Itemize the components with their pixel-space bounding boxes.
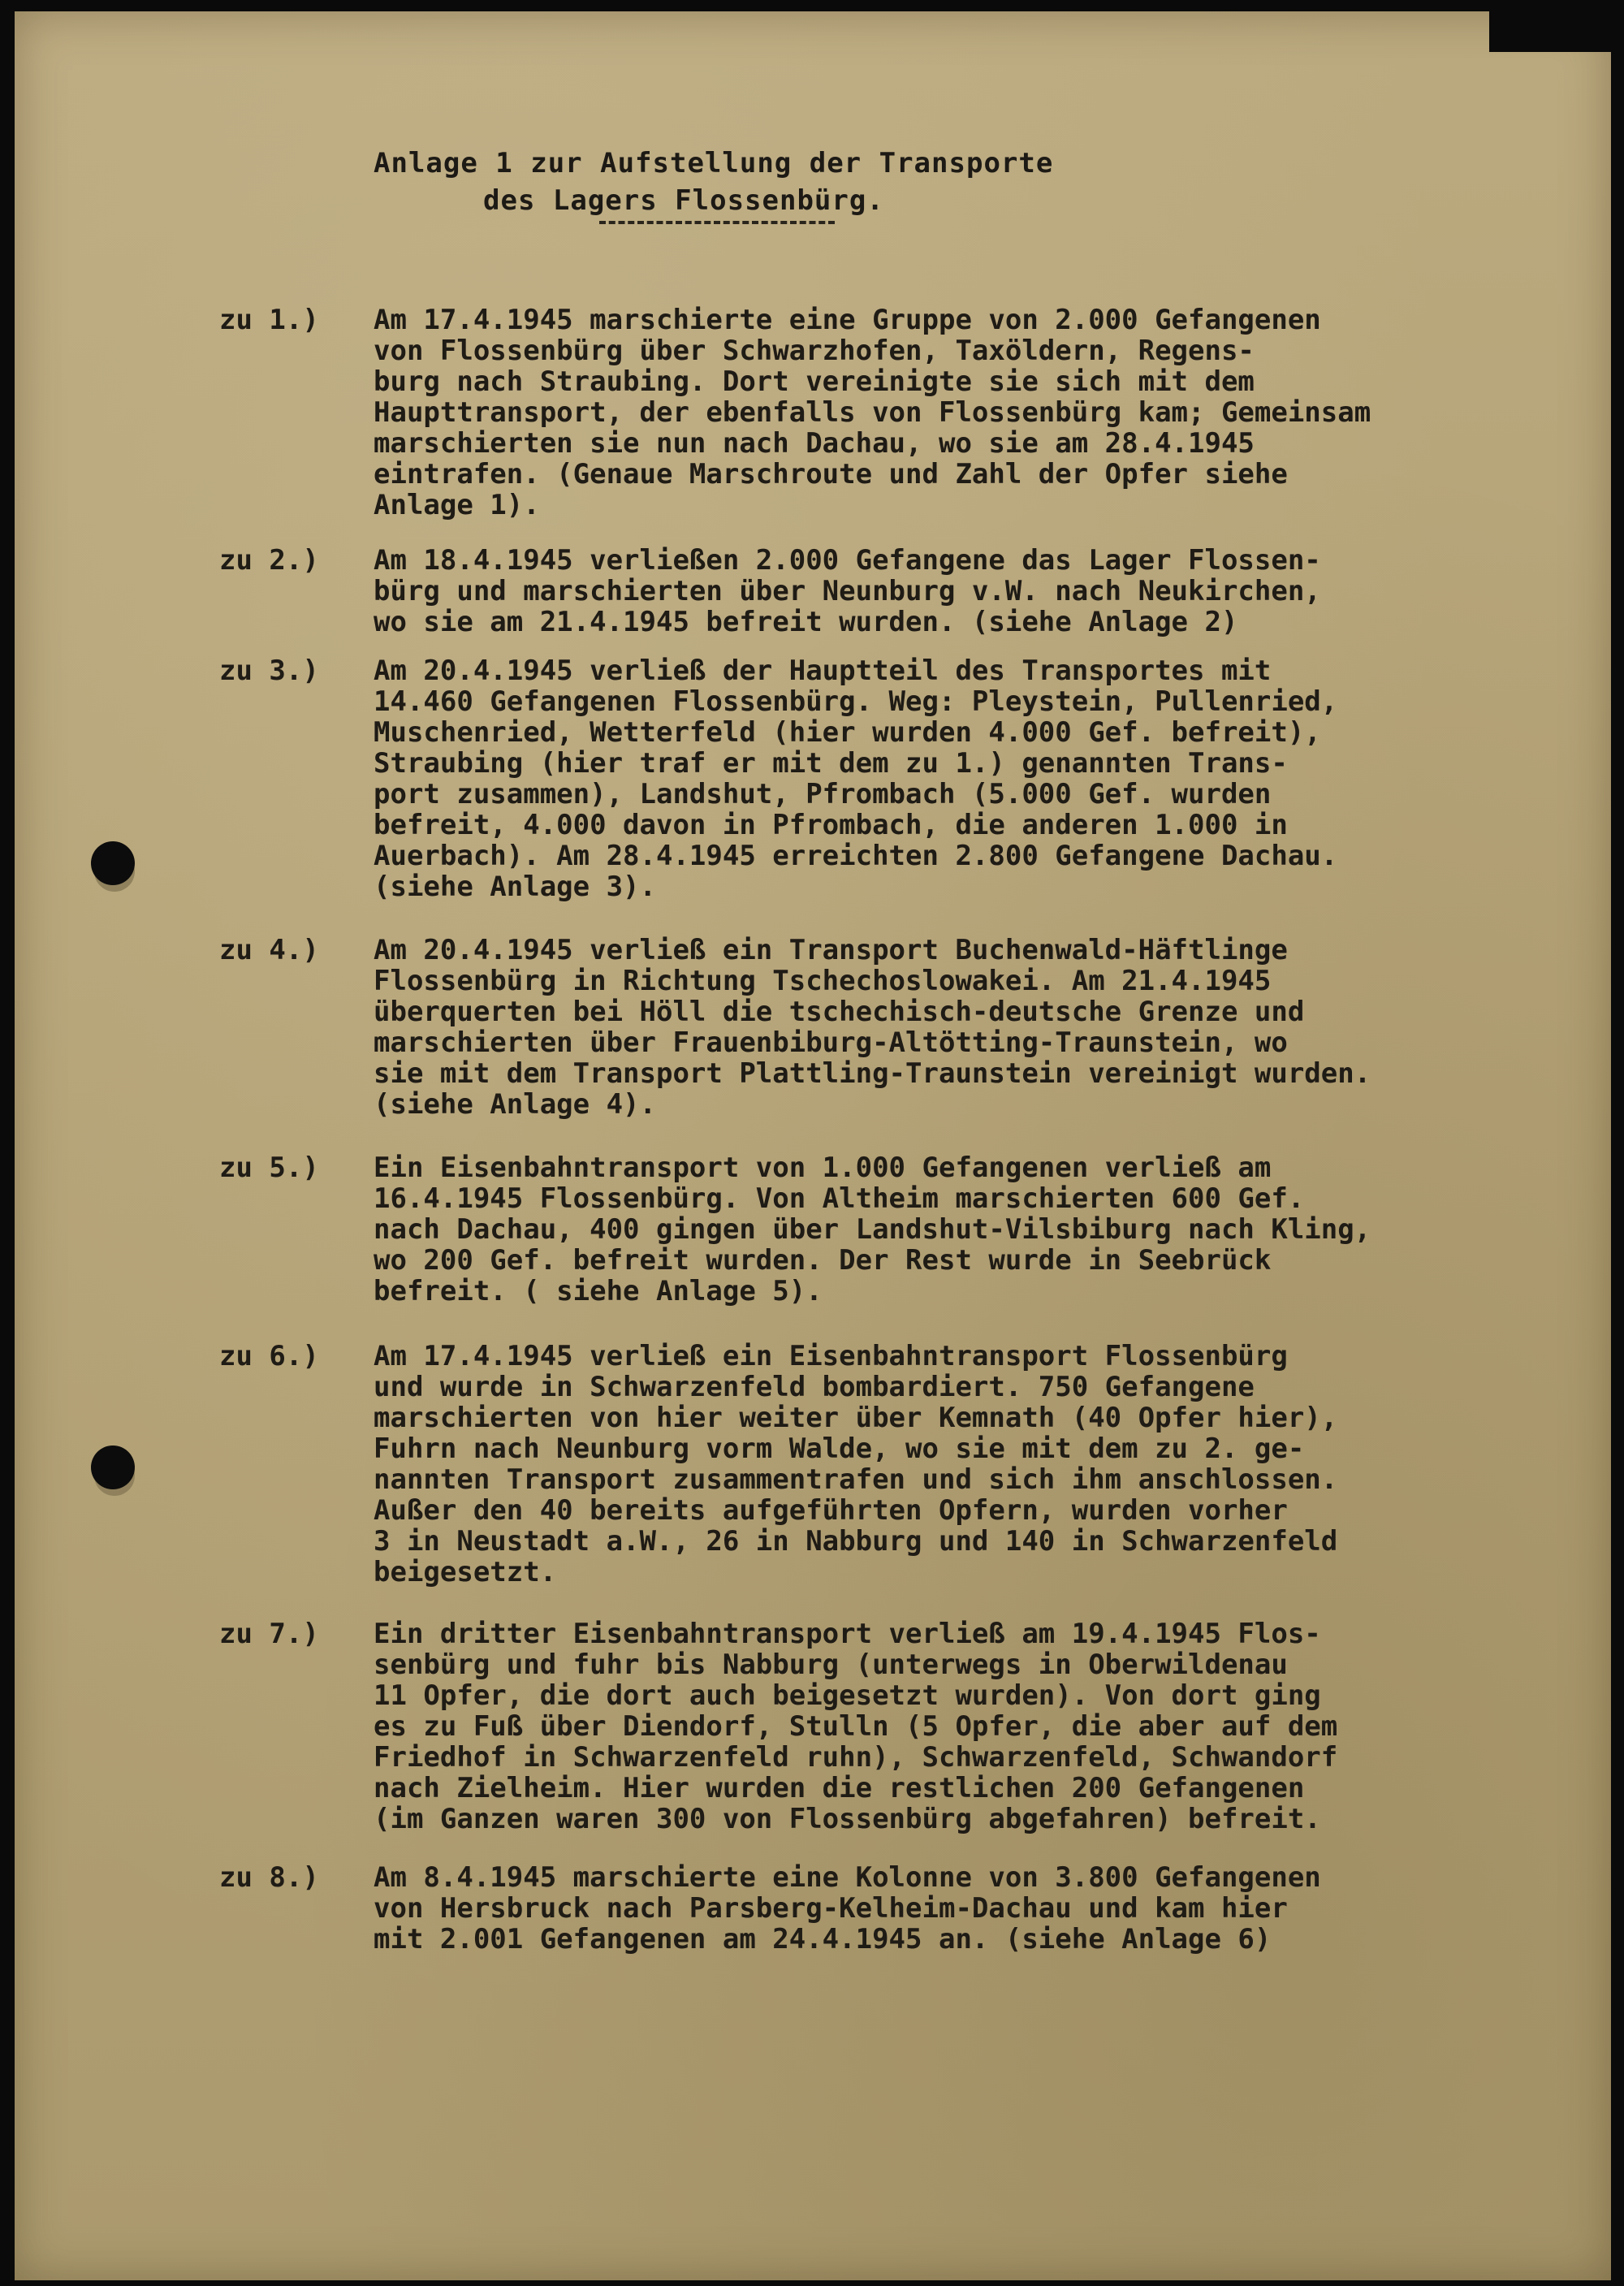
heading-separator — [599, 221, 835, 224]
entry-8-label: zu 8.) — [219, 1861, 319, 1894]
entry-6-text: Am 17.4.1945 verließ ein Eisenbahntransport Flossenbürg und wurde in Schwarzenfeld bombardiert. 750 Gefangene marschierten von hier weiter über Kemnath (40 Opfer hier), Fuhrn nach Neunburg vorm Walde, wo sie mit dem zu 2. ge- nannten Transport zusammentrafen und sich ihm anschlossen. Außer den 40 bereits aufgeführten Opfern, wurden vorher 3 in Neustadt a.W., 26 in Nabburg und 140 in Schwarzenfeld beigesetzt. — [374, 1340, 1338, 1588]
entry-6-label: zu 6.) — [219, 1340, 319, 1372]
entry-1 — [219, 305, 1583, 521]
entry-8-text: Am 8.4.1945 marschierte eine Kolonne von 3.800 Gefangenen von Hersbruck nach Parsberg-Kelheim-Dachau und kam hier mit 2.001 Gefangenen am 24.4.1945 an. (siehe Anlage 6) — [374, 1861, 1321, 1955]
entry-7 — [219, 1618, 1583, 1834]
entry-1-label: zu 1.) — [219, 304, 319, 336]
entry-7-text: Ein dritter Eisenbahntransport verließ am 19.4.1945 Flos- senbürg und fuhr bis Nabburg (unterwegs in Oberwildenau 11 Opfer, die dort auch beigesetzt wurden). Von dort ging es zu Fuß über Diendorf, Stulln (5 Opfer, die aber auf dem Friedhof in Schwarzenfeld ruhn), Schwarzenfeld, Schwandorf nach Zielheim. Hier wurden die restlichen 200 Gefangenen (im Ganzen waren 300 von Flossenbürg abgefahren) befreit. — [374, 1618, 1338, 1835]
punch-hole-lower — [91, 1445, 135, 1489]
entry-6 — [219, 1341, 1583, 1588]
entry-5-label: zu 5.) — [219, 1152, 319, 1184]
entry-3 — [219, 655, 1583, 902]
entry-2-text: Am 18.4.1945 verließen 2.000 Gefangene das Lager Flossen- bürg und marschierten über Neunburg v.W. nach Neukirchen, wo sie am 21.4.1945 befreit wurden. (siehe Anlage 2) — [374, 544, 1321, 638]
document-heading — [374, 145, 1186, 219]
entry-3-text: Am 20.4.1945 verließ der Hauptteil des Transportes mit 14.460 Gefangenen Flossenbürg. Weg: Pleystein, Pullenried, Muschenried, Wetterfeld (hier wurden 4.000 Gef. befreit), Straubing (hier traf er mit dem zu 1.) genannten Trans- port zusammen), Landshut, Pfrombach (5.000 Gef. wurden befreit, 4.000 davon in Pfrombach, die anderen 1.000 in Auerbach). Am 28.4.1945 erreichten 2.800 Gefangene Dachau. (siehe Anlage 3). — [374, 655, 1338, 903]
entry-list — [219, 305, 1583, 1955]
entry-7-label: zu 7.) — [219, 1618, 319, 1650]
entry-8 — [219, 1862, 1583, 1955]
entry-3-label: zu 3.) — [219, 655, 319, 687]
entry-5 — [219, 1152, 1583, 1307]
entry-4-text: Am 20.4.1945 verließ ein Transport Buchenwald-Häftlinge Flossenbürg in Richtung Tschechoslowakei. Am 21.4.1945 überquerten bei Höll die tschechisch-deutsche Grenze und marschierten über Frauenbiburg-Altötting-Traunstein, wo sie mit dem Transport Plattling-Traunstein vereinigt wurden. (siehe Anlage 4). — [374, 934, 1371, 1121]
entry-4 — [219, 935, 1583, 1120]
punch-hole-upper — [91, 841, 135, 885]
heading-line-2: des Lagers Flossenbürg. — [483, 184, 884, 217]
heading-line-1: Anlage 1 zur Aufstellung der Transporte — [374, 147, 1054, 179]
page-corner-tab — [1489, 11, 1611, 52]
entry-2-label: zu 2.) — [219, 544, 319, 577]
entry-2 — [219, 545, 1583, 637]
entry-4-label: zu 4.) — [219, 934, 319, 966]
entry-5-text: Ein Eisenbahntransport von 1.000 Gefangenen verließ am 16.4.1945 Flossenbürg. Von Altheim marschierten 600 Gef. nach Dachau, 400 gingen über Landshut-Vilsbiburg nach Kling, wo 200 Gef. befreit wurden. Der Rest wurde in Seebrück befreit. ( siehe Anlage 5). — [374, 1152, 1371, 1307]
entry-1-text: Am 17.4.1945 marschierte eine Gruppe von 2.000 Gefangenen von Flossenbürg über Schwarzhofen, Taxöldern, Regens- burg nach Straubing. Dort vereinigte sie sich mit dem Haupttransport, der ebenfalls von Flossenbürg kam; Gemeinsam marschierten sie nun nach Dachau, wo sie am 28.4.1945 eintrafen. (Genaue Marschroute und Zahl der Opfer siehe Anlage 1). — [374, 304, 1371, 521]
